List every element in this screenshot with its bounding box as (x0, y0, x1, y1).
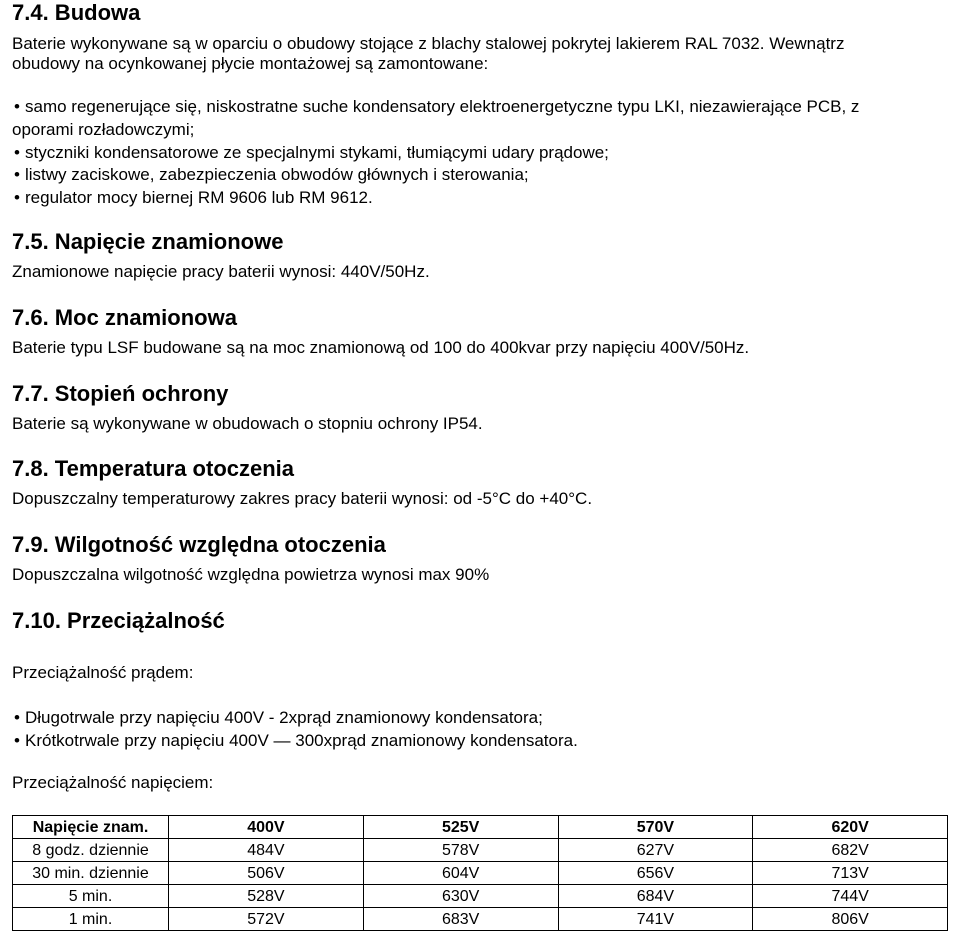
table-cell: 8 godz. dziennie (13, 839, 169, 862)
section-7-10-heading: 7.10. Przeciążalność (12, 608, 225, 633)
table-cell: 806V (753, 908, 948, 931)
bullet-capacitors-continued: oporami rozładowczymi; (12, 120, 195, 139)
bullet-icon: • (14, 97, 20, 116)
bullet-regulator: • regulator mocy biernej RM 9606 lub RM 9612. (14, 188, 373, 207)
table-row (13, 862, 948, 885)
bullet-long-term-overload: • Długotrwale przy napięciu 400V - 2xprąd znamionowy kondensatora; (14, 708, 543, 727)
section-7-7-text: Baterie są wykonywane w obudowach o stopniu ochrony IP54. (12, 414, 483, 433)
section-7-4-paragraph-line-1: Baterie wykonywane są w oparciu o obudowy stojące z blachy stalowej pokrytej lakierem RAL 7032. Wewnątrz (12, 34, 845, 53)
section-7-6-heading: 7.6. Moc znamionowa (12, 305, 237, 330)
voltage-overload-label: Przeciążalność napięciem: (12, 773, 214, 792)
table-cell: 5 min. (13, 885, 169, 908)
section-7-8-heading: 7.8. Temperatura otoczenia (12, 456, 295, 481)
table-header-cell: 620V (753, 816, 948, 839)
table-cell: 627V (558, 839, 753, 862)
section-7-9-text: Dopuszczalna wilgotność względna powietrza wynosi max 90% (12, 565, 490, 584)
table-cell: 506V (169, 862, 364, 885)
table-cell: 744V (753, 885, 948, 908)
bullet-icon: • (14, 731, 20, 750)
bullet-terminal-strips: • listwy zaciskowe, zabezpieczenia obwodów głównych i sterowania; (14, 165, 529, 184)
table-cell: 713V (753, 862, 948, 885)
table-header-cell: 570V (558, 816, 753, 839)
table-row (13, 885, 948, 908)
section-7-5-heading: 7.5. Napięcie znamionowe (12, 229, 284, 254)
table-cell: 1 min. (13, 908, 169, 931)
table-cell: 656V (558, 862, 753, 885)
section-7-7-heading: 7.7. Stopień ochrony (12, 381, 229, 406)
section-7-4-paragraph-line-2: obudowy na ocynkowanej płycie montażowej są zamontowane: (12, 54, 489, 73)
bullet-icon: • (14, 708, 20, 727)
table-cell: 30 min. dziennie (13, 862, 169, 885)
table-cell: 741V (558, 908, 753, 931)
bullet-icon: • (14, 165, 20, 184)
table-header-row (13, 816, 948, 839)
table-cell: 572V (169, 908, 364, 931)
table-cell: 683V (363, 908, 558, 931)
bullet-capacitors: • samo regenerujące się, niskostratne suche kondensatory elektroenergetyczne typu LKI, niezawierające PCB, z (14, 97, 860, 116)
table-header-cell: Napięcie znam. (13, 816, 169, 839)
bullet-icon: • (14, 188, 20, 207)
table-row (13, 839, 948, 862)
table-cell: 684V (558, 885, 753, 908)
section-7-8-text: Dopuszczalny temperaturowy zakres pracy baterii wynosi: od -5°C do +40°C. (12, 489, 593, 508)
bullet-contactors: • styczniki kondensatorowe ze specjalnymi stykami, tłumiącymi udary prądowe; (14, 143, 609, 162)
section-7-4-heading: 7.4. Budowa (12, 0, 141, 25)
current-overload-label: Przeciążalność prądem: (12, 663, 194, 682)
table-cell: 578V (363, 839, 558, 862)
section-7-6-text: Baterie typu LSF budowane są na moc znamionową od 100 do 400kvar przy napięciu 400V/50Hz. (12, 338, 750, 357)
table-cell: 604V (363, 862, 558, 885)
section-7-9-heading: 7.9. Wilgotność względna otoczenia (12, 532, 386, 557)
table-cell: 630V (363, 885, 558, 908)
table-header-cell: 525V (363, 816, 558, 839)
voltage-overload-table (12, 815, 948, 931)
bullet-short-term-overload: • Krótkotrwale przy napięciu 400V — 300xprąd znamionowy kondensatora. (14, 731, 578, 750)
section-7-5-text: Znamionowe napięcie pracy baterii wynosi: 440V/50Hz. (12, 262, 430, 281)
table-cell: 484V (169, 839, 364, 862)
table-row (13, 908, 948, 931)
table-header-cell: 400V (169, 816, 364, 839)
table-cell: 682V (753, 839, 948, 862)
bullet-icon: • (14, 143, 20, 162)
table-cell: 528V (169, 885, 364, 908)
